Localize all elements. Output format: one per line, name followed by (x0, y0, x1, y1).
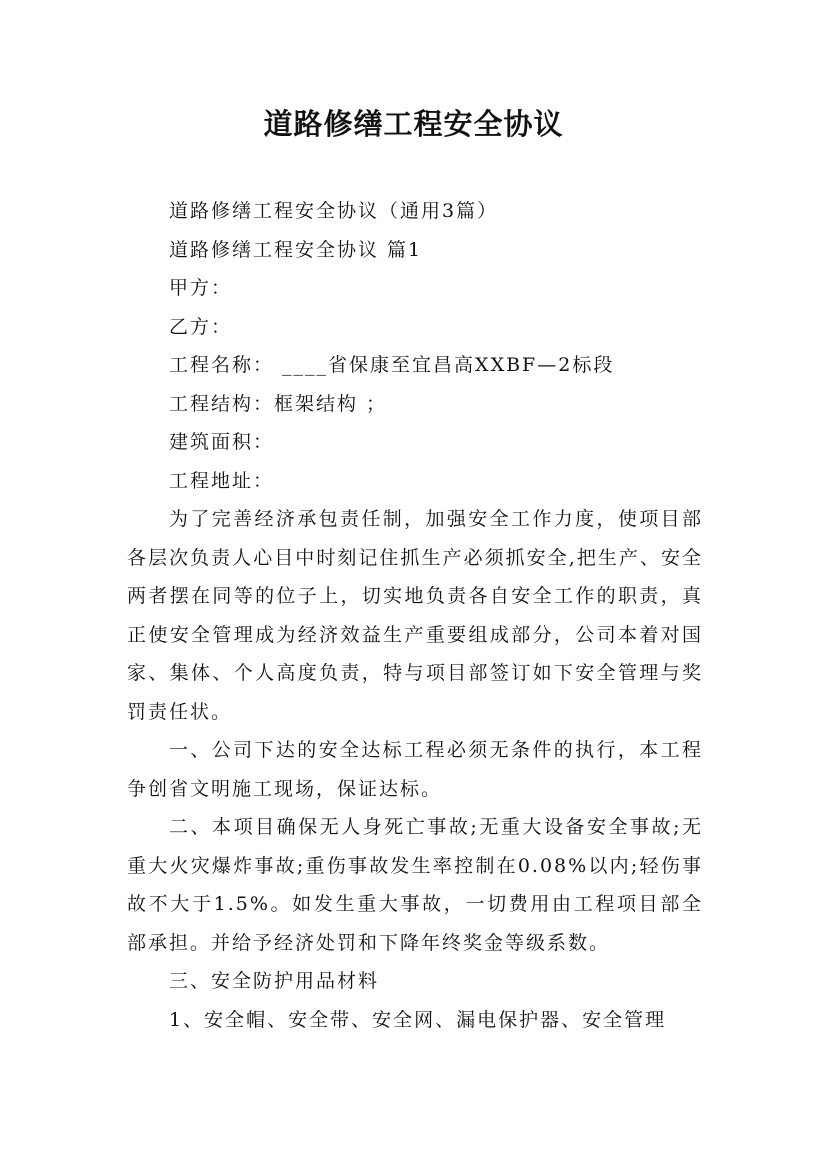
subtitle-line: 道路修缮工程安全协议（通用3篇） (169, 200, 499, 222)
section-heading: 道路修缮工程安全协议 篇1 (169, 238, 423, 261)
document-title: 道路修缮工程安全协议 (263, 107, 564, 141)
paragraph-clause-3-heading: 三、安全防护用品材料 (169, 970, 380, 992)
field-party-a: 甲方： (169, 277, 233, 299)
field-project-name: 工程名称： ____省保康至宜昌高XXBF—2标段 (169, 354, 615, 376)
paragraph-clause-2: 二、本项目确保无人身死亡事故;无重大设备安全事故;无重大火灾爆炸事故;重伤事故发生率控制在0.08%以内;轻伤事故不大于1.5%。如发生重大事故，一切费用由工程项目部全部承担。并给予经济处罚和下降年终奖金等级系数。 (127, 816, 703, 954)
field-project-address: 工程地址： (169, 469, 275, 492)
document-body (127, 192, 703, 1039)
field-party-b: 乙方： (169, 315, 233, 338)
paragraph-intro: 为了完善经济承包责任制，加强安全工作力度，使项目部各层次负责人心目中时刻记住抓生产必须抓安全,把生产、安全两者摆在同等的位子上，切实地负责各自安全工作的职责，真正使安全管理成为经济效益生产重要组成部分，公司本着对国家、集体、个人高度负责，特与项目部签订如下安全管理与奖罚责任状。 (127, 508, 703, 723)
paragraph-clause-1: 一、公司下达的安全达标工程必须无条件的执行，本工程争创省文明施工现场，保证达标。 (127, 739, 703, 800)
field-project-structure: 工程结构：框架结构 ； (169, 392, 388, 415)
field-building-area: 建筑面积： (169, 431, 275, 453)
paragraph-clause-3-item-1: 1、安全帽、安全带、安全网、漏电保护器、安全管理 (169, 1008, 667, 1031)
